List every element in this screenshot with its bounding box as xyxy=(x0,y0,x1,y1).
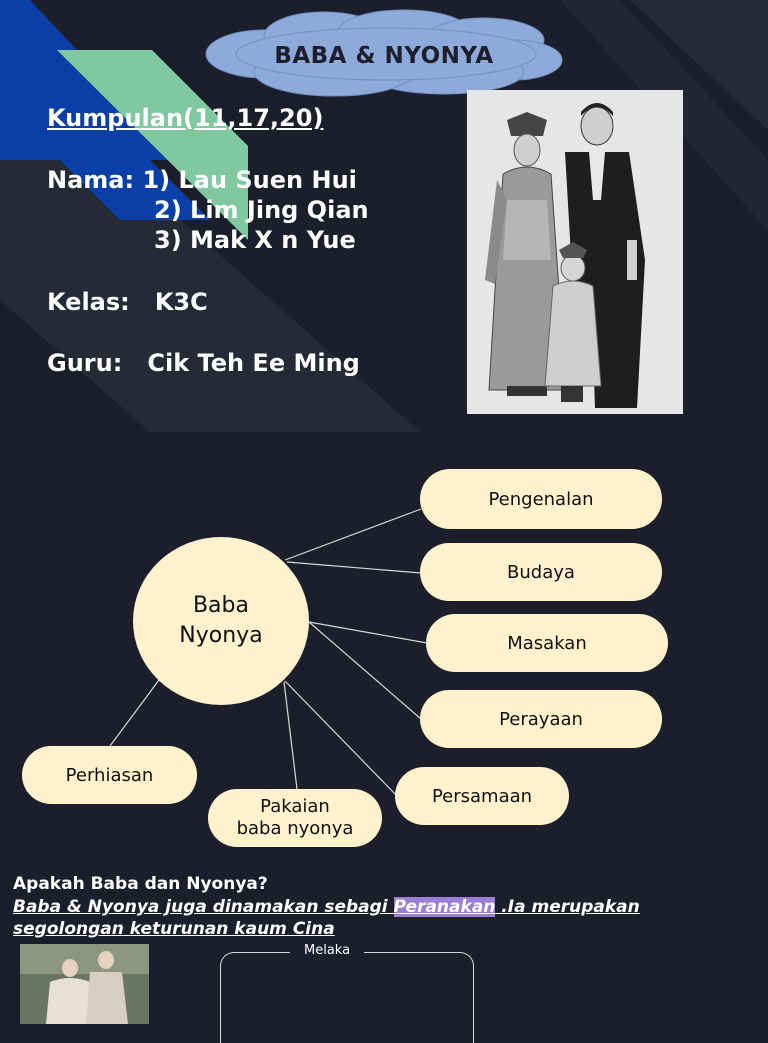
pakaian-label-line1: Pakaian xyxy=(260,796,330,817)
class-line: Kelas: K3C xyxy=(47,288,208,316)
names-line-2: 2) Lim Jing Qian xyxy=(154,196,369,224)
node-perayaan: Perayaan xyxy=(420,690,662,748)
node-persamaan: Persamaan xyxy=(395,767,569,825)
intro-question: Apakah Baba dan Nyonya? xyxy=(13,874,268,894)
melaka-box xyxy=(220,952,474,1043)
node-pakaian xyxy=(208,789,382,847)
mindmap-center-node xyxy=(133,537,309,705)
node-budaya: Budaya xyxy=(420,543,662,601)
node-pengenalan: Pengenalan xyxy=(420,469,662,529)
node-masakan: Masakan xyxy=(426,614,668,672)
melaka-label: Melaka xyxy=(290,943,364,958)
definition-part2: .Ia merupakan segolongan keturunan kaum Cina xyxy=(13,897,640,939)
definition-part1: Baba & Nyonya juga dinamakan sebagi xyxy=(13,897,394,917)
group-label: Kumpulan(11,17,20) xyxy=(47,104,324,132)
center-label-line1: Baba xyxy=(192,593,249,618)
page-title: BABA & NYONYA xyxy=(274,43,494,69)
intro-definition xyxy=(13,896,713,940)
definition-highlight: Peranakan xyxy=(393,897,496,917)
center-label-line2: Nyonya xyxy=(179,623,263,648)
pakaian-label-line2: baba nyonya xyxy=(236,818,354,839)
names-line-1: Nama: 1) Lau Suen Hui xyxy=(47,166,357,194)
small-photo xyxy=(20,944,149,1024)
teacher-line: Guru: Cik Teh Ee Ming xyxy=(47,349,360,377)
node-perhiasan: Perhiasan xyxy=(22,746,197,804)
names-line-3: 3) Mak X n Yue xyxy=(154,226,356,254)
